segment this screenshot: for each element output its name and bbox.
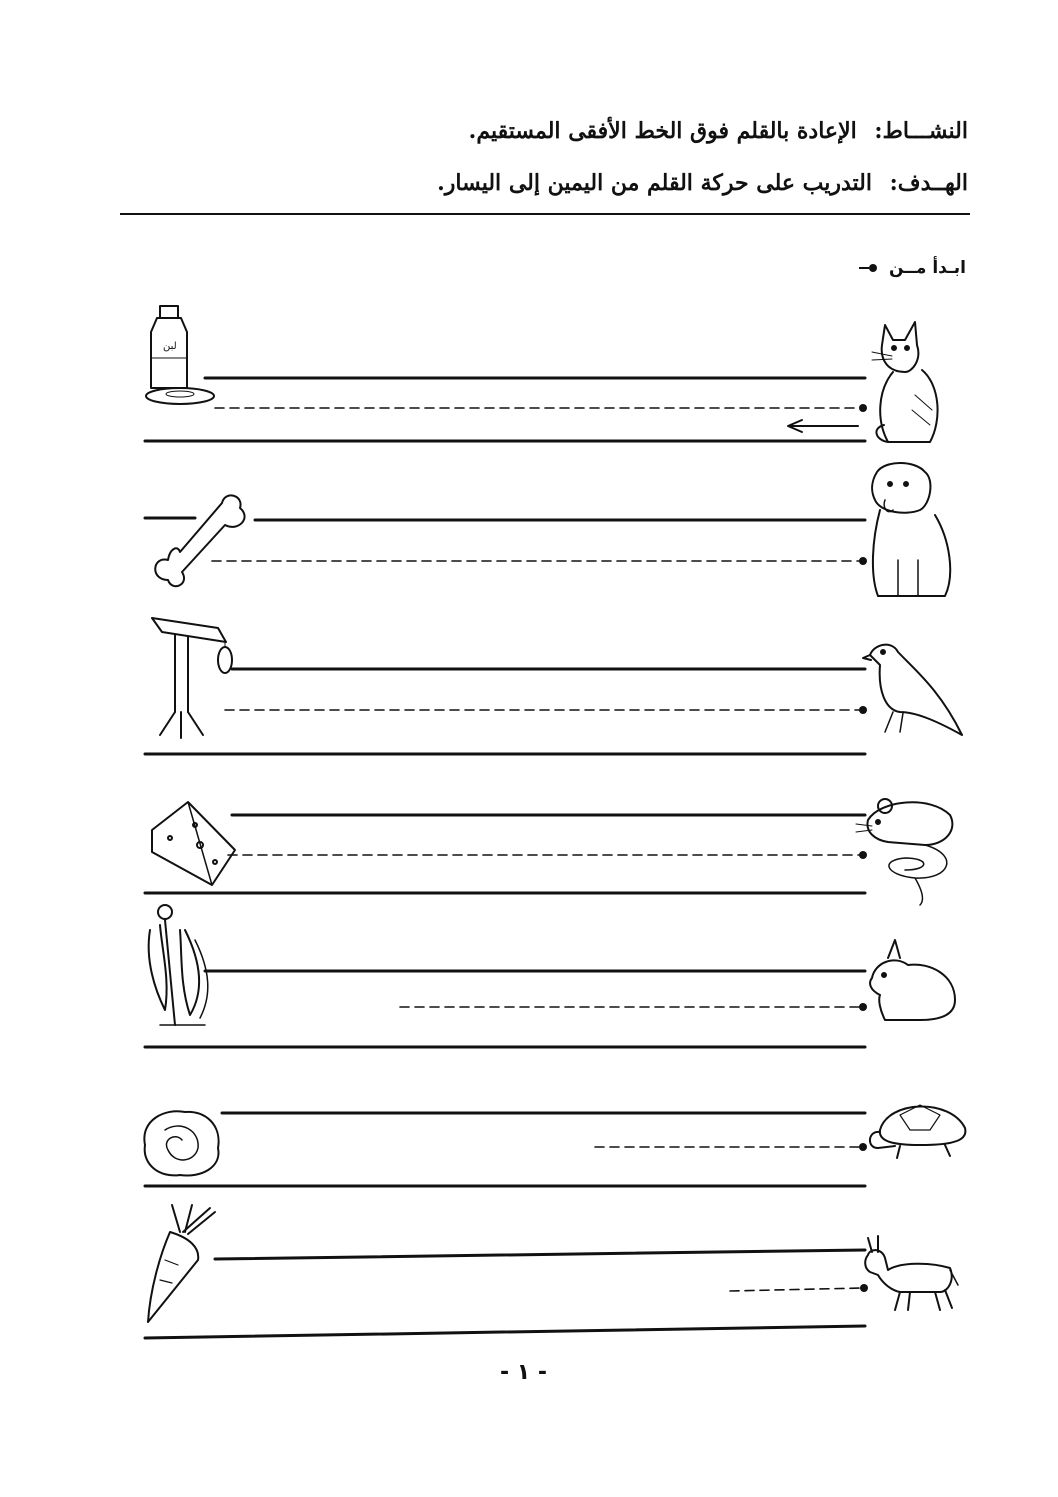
milk-label: لبن [163,341,177,352]
bone-icon [155,495,244,586]
start-hint-text: ابـدأ مــن [888,258,966,278]
activity-text: الإعادة بالقلم فوق الخط الأفقى المستقيم. [468,118,857,144]
cheese-icon [152,802,235,885]
dog-icon [872,463,950,596]
start-dot-icon [859,404,867,412]
dashed-trace-line[interactable] [730,1288,862,1291]
row-rabbit-dandelion [145,905,955,1047]
bird-icon [863,645,962,735]
goal-text: التدريب على حركة القلم من اليمين إلى اليسار. [437,170,872,196]
milk-bottle-icon [146,306,214,404]
activity-label: النشـــاط: [874,118,968,144]
rabbit-icon [870,940,955,1020]
dandelion-icon [149,905,208,1025]
start-dot-icon [859,851,867,859]
bottom-guide-line [145,1326,865,1338]
start-dot-icon [859,1143,867,1151]
page-number: - ١ - [500,1360,548,1385]
row-cat-milk [145,306,938,442]
carrot-icon [148,1205,215,1322]
turtle-icon [870,1105,965,1158]
row-donkey-carrot [145,1205,958,1338]
top-guide-line [215,1250,865,1259]
cat-icon [872,322,938,442]
row-mouse-cheese [145,799,952,905]
goal-label: الهــدف: [889,170,968,196]
start-dot-icon [859,557,867,565]
start-dot-icon [859,706,867,714]
start-dot-icon [859,1003,867,1011]
arrow-left-icon [788,420,858,432]
donkey-icon [865,1236,958,1310]
lettuce-icon [144,1111,218,1175]
row-dog-bone [145,463,950,596]
mouse-icon [856,799,952,905]
row-bird-feeder [145,618,962,754]
row-turtle-lettuce [144,1105,965,1186]
bird-feeder-icon [152,618,232,738]
start-dot-icon [860,1284,868,1292]
